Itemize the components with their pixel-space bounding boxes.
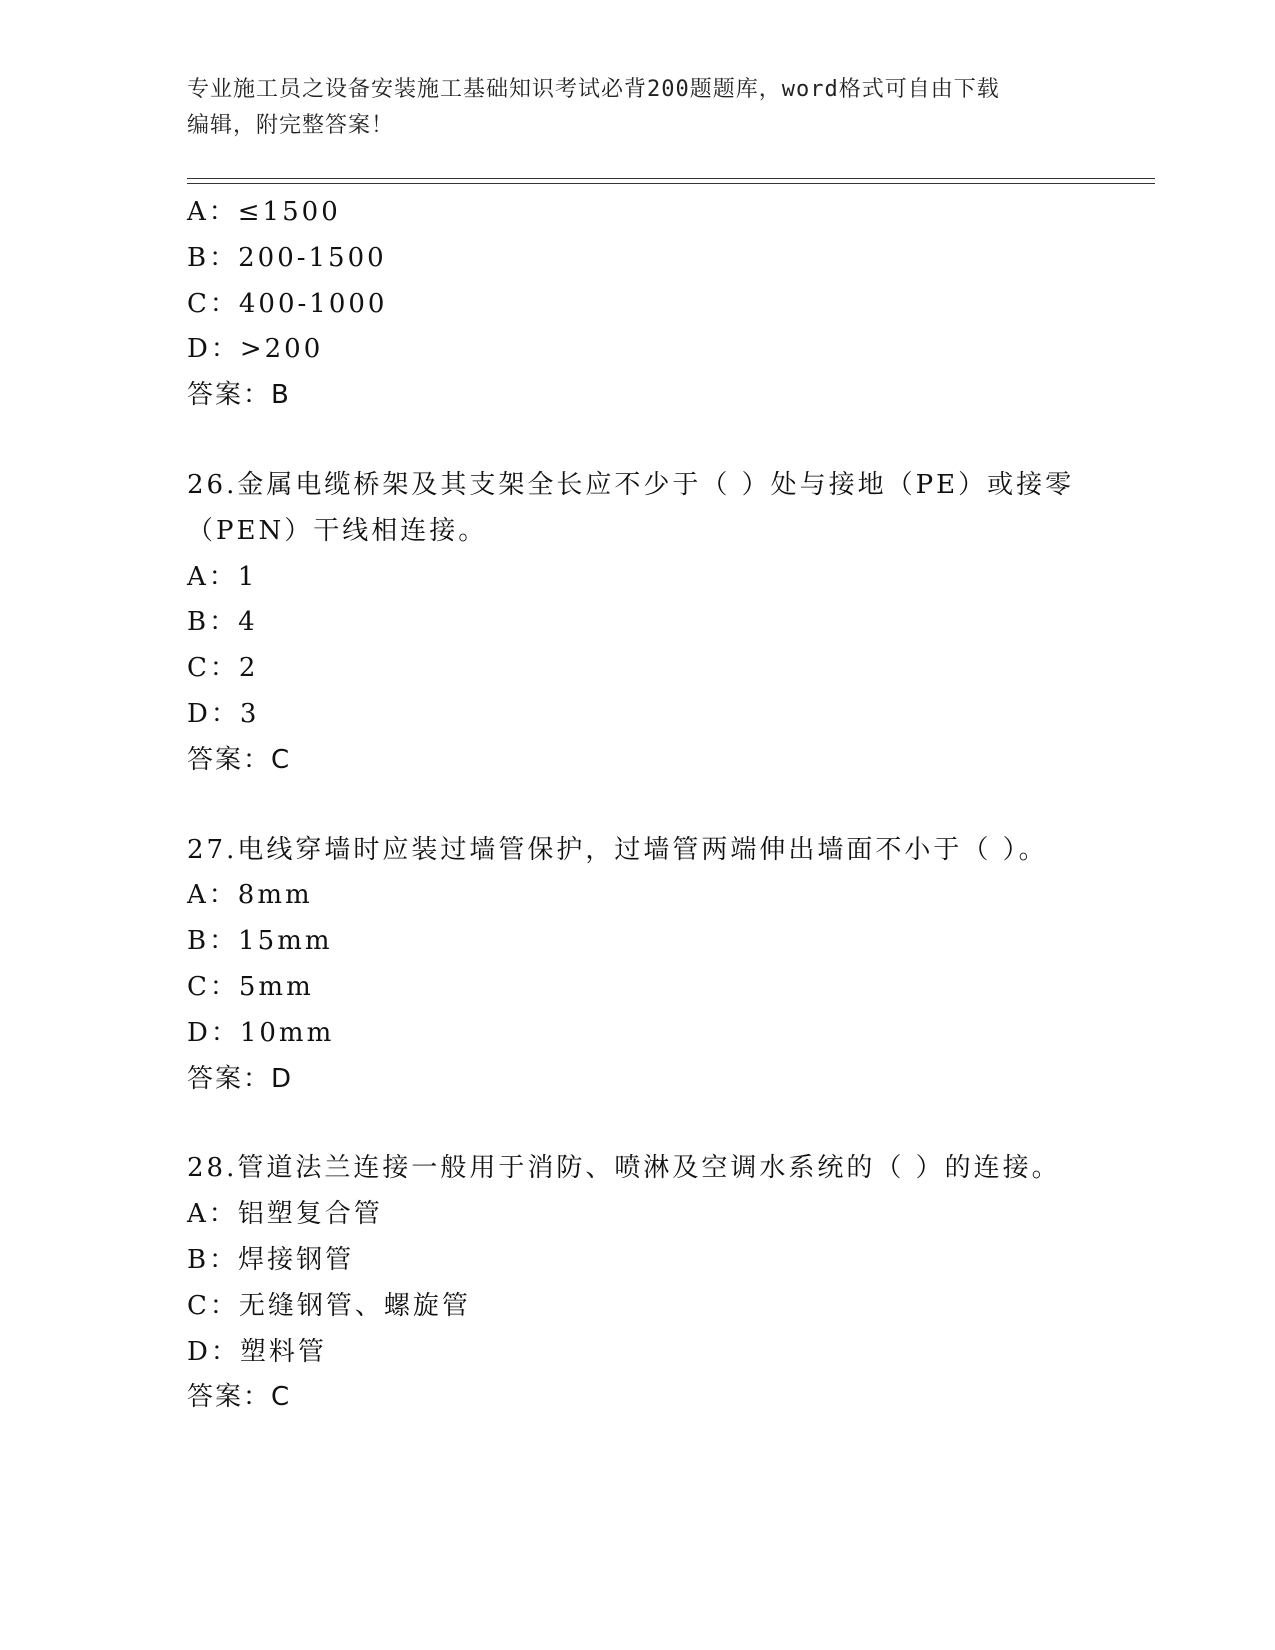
- option-b: B：200-1500: [187, 242, 387, 273]
- answer-line: 答案：C: [187, 1382, 292, 1413]
- answer-line: 答案：B: [187, 380, 291, 411]
- question-25-continued: [187, 190, 1147, 419]
- option-c: C：2: [187, 653, 259, 684]
- option-a: A：铝塑复合管: [187, 1199, 383, 1230]
- option-b: B：15mm: [187, 926, 333, 957]
- spacer: [187, 784, 1147, 828]
- question-list: [187, 190, 1147, 1421]
- option-d: D：3: [187, 698, 260, 729]
- header-divider-bottom: [187, 183, 1155, 184]
- answer-line: 答案：D: [187, 1063, 294, 1094]
- header-line-2: 编辑，附完整答案！: [187, 113, 395, 138]
- option-b: B：焊接钢管: [187, 1244, 355, 1275]
- option-b: B：4: [187, 607, 258, 638]
- option-a: A：1: [187, 561, 258, 592]
- answer-line: 答案：C: [187, 744, 292, 775]
- option-a: A：8mm: [187, 880, 313, 911]
- question-28: [187, 1146, 1147, 1421]
- header-divider-top: [187, 178, 1155, 179]
- question-stem: 26.金属电缆桥架及其支架全长应不少于（ ）处与接地（PE）或接零: [187, 469, 1075, 500]
- page-header: [187, 72, 1087, 144]
- question-stem: 27.电线穿墙时应装过墙管保护，过墙管两端伸出墙面不小于（ ）。: [187, 834, 1048, 865]
- option-a: A：≤1500: [187, 197, 341, 227]
- option-d: D：10mm: [187, 1017, 335, 1048]
- question-27: [187, 828, 1147, 1103]
- option-d: D：塑料管: [187, 1336, 327, 1367]
- question-stem: 28.管道法兰连接一般用于消防、喷淋及空调水系统的（ ）的连接。: [187, 1153, 1061, 1184]
- spacer: [187, 419, 1147, 463]
- option-c: C：5mm: [187, 971, 314, 1002]
- header-line-1: 专业施工员之设备安装施工基础知识考试必背200题题库，word格式可自由下载: [187, 77, 1000, 102]
- spacer: [187, 1102, 1147, 1146]
- option-c: C：无缝钢管、螺旋管: [187, 1290, 471, 1321]
- option-c: C：400-1000: [187, 288, 388, 319]
- question-stem-continued: （PEN）干线相连接。: [187, 515, 488, 546]
- question-26: [187, 463, 1147, 784]
- option-d: D：>200: [187, 334, 324, 365]
